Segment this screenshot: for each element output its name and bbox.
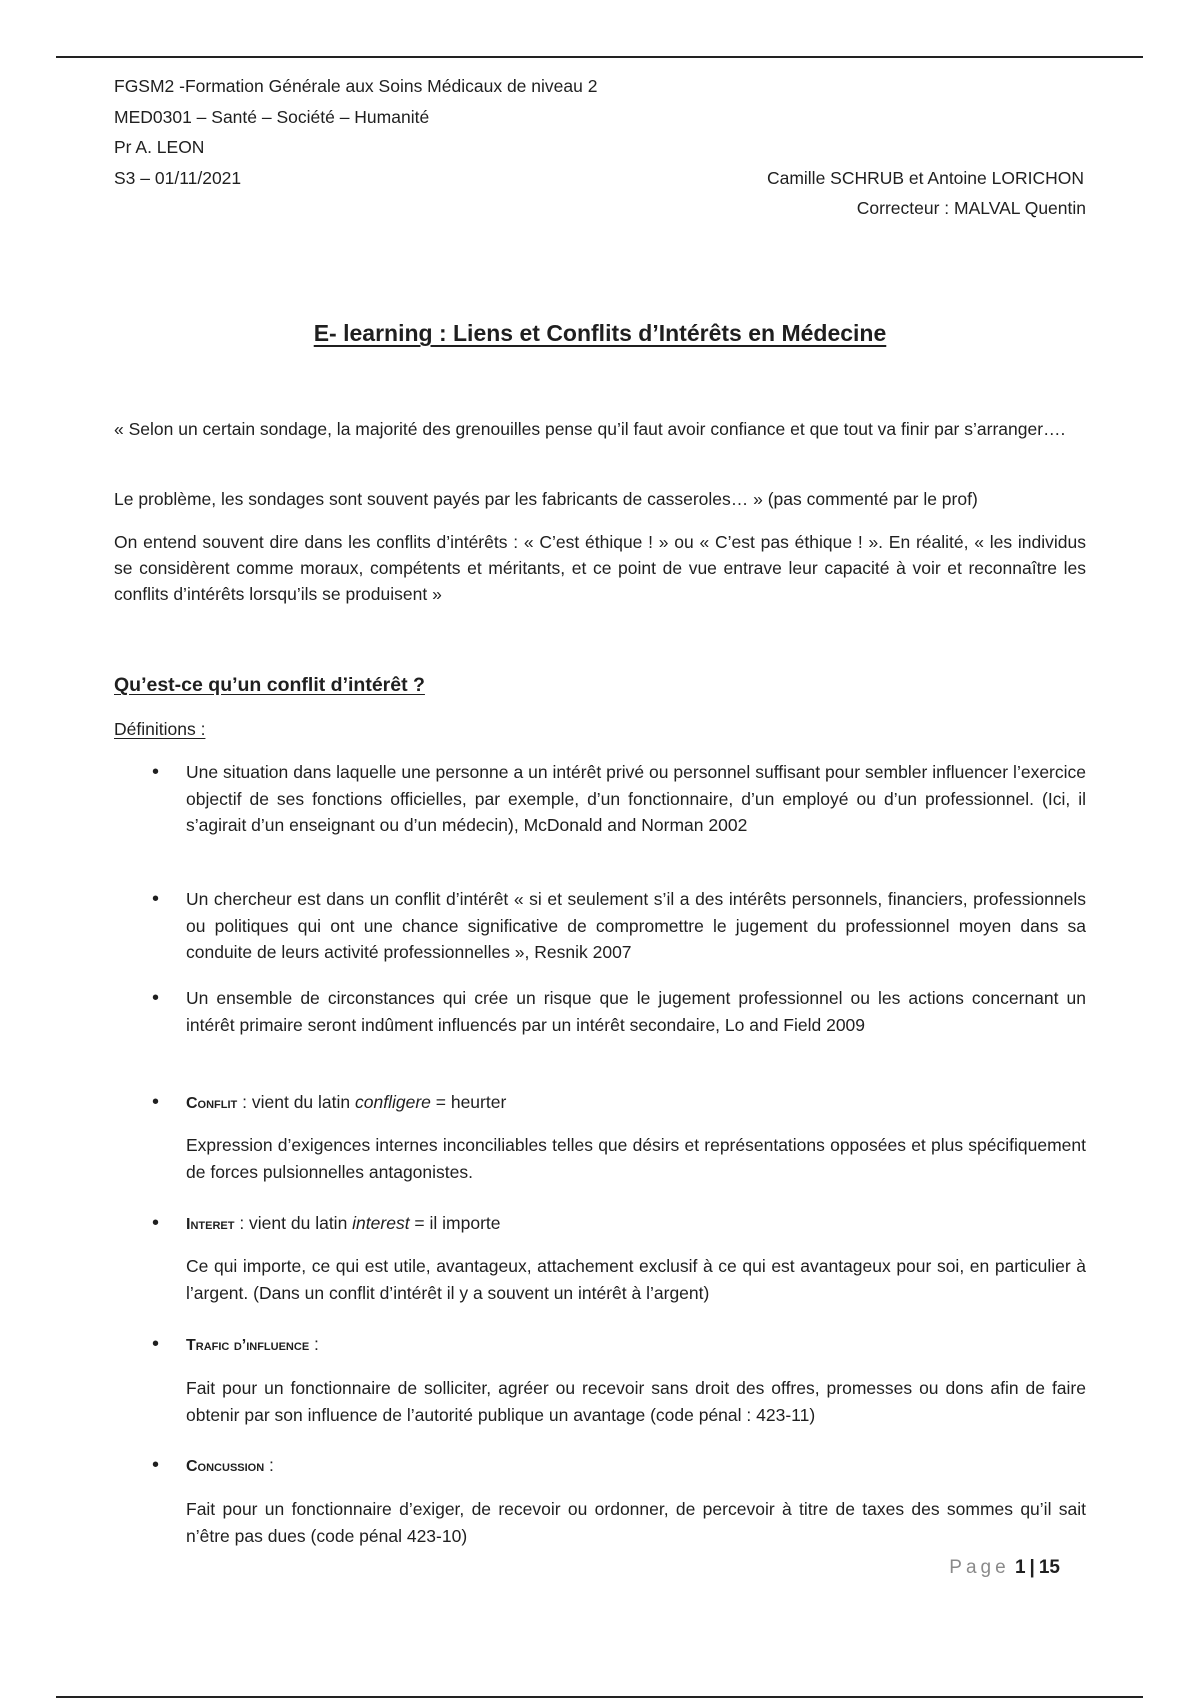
page-word: Page [949,1557,1010,1578]
intro-problem: Le problème, les sondages sont souvent payés par les fabricants de casseroles… » (pas commenté par le prof) [114,489,978,509]
bullet-icon: • [152,1454,160,1476]
term-description: Fait pour un fonctionnaire de solliciter, agréer ou recevoir sans droit des offres, promesses ou dons afin de faire obtenir par son influence de l’autorité publique un avantage (code pénal : 423-11) [186,1378,1086,1425]
term-name: Trafic d’influence [186,1337,310,1354]
authors: Camille SCHRUB et Antoine LORICHON [766,168,1084,188]
intro-quote: « Selon un certain sondage, la majorité des grenouilles pense qu’il faut avoir confiance et que tout va finir par s’arranger…. [114,419,1066,439]
term-conflit: Conflit : vient du latin confligere = heurter [186,1092,507,1112]
term-name: Interet [186,1216,235,1233]
professor: Pr A. LEON [114,137,205,157]
top-rule [56,56,1143,58]
term-description: Ce qui importe, ce qui est utile, avantageux, attachement exclusif à ce qui est avantageux pour soi, en particulier à l’argent. (Dans un conflit d’intérêt il y a souvent un intérêt à l’argent) [186,1256,1086,1303]
document-title: E- learning : Liens et Conflits d’Intérêts en Médecine [313,320,887,346]
term-description: Expression d’exigences internes inconciliables telles que désirs et représentations opposées et plus spécifiquement de forces pulsionnelles antagonistes. [186,1135,1086,1182]
bullet-icon: • [152,1212,160,1234]
definitions-label: Définitions : [114,719,206,739]
bullet-icon: • [152,888,160,910]
term-trafic: Trafic d’influence : [186,1334,319,1354]
bullet-icon: • [152,987,160,1009]
definition-item: Un ensemble de circonstances qui crée un risque que le jugement professionnel ou les actions concernant un intérêt primaire seront indûment influencés par un intérêt secondaire, Lo and Field 2009 [186,988,1086,1035]
corrector: Correcteur : MALVAL Quentin [856,198,1086,218]
page-separator: | [1029,1557,1035,1578]
latin-word: confligere [355,1092,431,1112]
definition-item: Un chercheur est dans un conflit d’intérêt « si et seulement s’il a des intérêts personnels, financiers, professionnels ou politiques qui ont une chance significative de compromettre le jugement du professionnel moyen dans sa conduite de leurs activité professionnelles », Resnik 2007 [186,889,1086,962]
term-concussion: Concussion : [186,1455,274,1475]
bullet-icon: • [152,1091,160,1113]
page-total: 15 [1038,1557,1060,1578]
intro-ethics: On entend souvent dire dans les conflits d’intérêts : « C’est éthique ! » ou « C’est pas éthique ! ». En réalité, « les individus se considèrent comme moraux, compétents et méritants, et ce point de vue entrave leur capacité à voir et reconnaître les conflits d’intérêts lorsqu’ils se produisent » [114,532,1086,604]
term-name: Conflit [186,1095,238,1112]
section-title: Qu’est-ce qu’un conflit d’intérêt ? [114,674,425,696]
term-description: Fait pour un fonctionnaire d’exiger, de recevoir ou ordonner, de percevoir à titre de taxes des sommes qu’il sait n’être pas dues (code pénal 423-10) [186,1499,1086,1546]
term-name: Concussion [186,1458,265,1475]
page-number: 1 [1014,1557,1026,1578]
definition-item: Une situation dans laquelle une personne a un intérêt privé ou personnel suffisant pour sembler influencer l’exercice objectif de ses fonctions officielles, par exemple, d’un fonctionnaire, d’un employé ou d’un professionnel. (Ici, il s’agirait d’un enseignant ou d’un médecin), McDonald and Norman 2002 [186,762,1086,835]
page-footer [949,1556,1060,1580]
course-level: FGSM2 -Formation Générale aux Soins Médicaux de niveau 2 [114,76,598,96]
bullet-icon: • [152,761,160,783]
bottom-rule [56,1696,1143,1698]
bullet-icon: • [152,1333,160,1355]
term-interet: Interet : vient du latin interest = il importe [186,1213,501,1233]
session-date: S3 – 01/11/2021 [114,168,242,188]
course-code: MED0301 – Santé – Société – Humanité [114,107,430,127]
latin-word: interest [352,1213,410,1233]
